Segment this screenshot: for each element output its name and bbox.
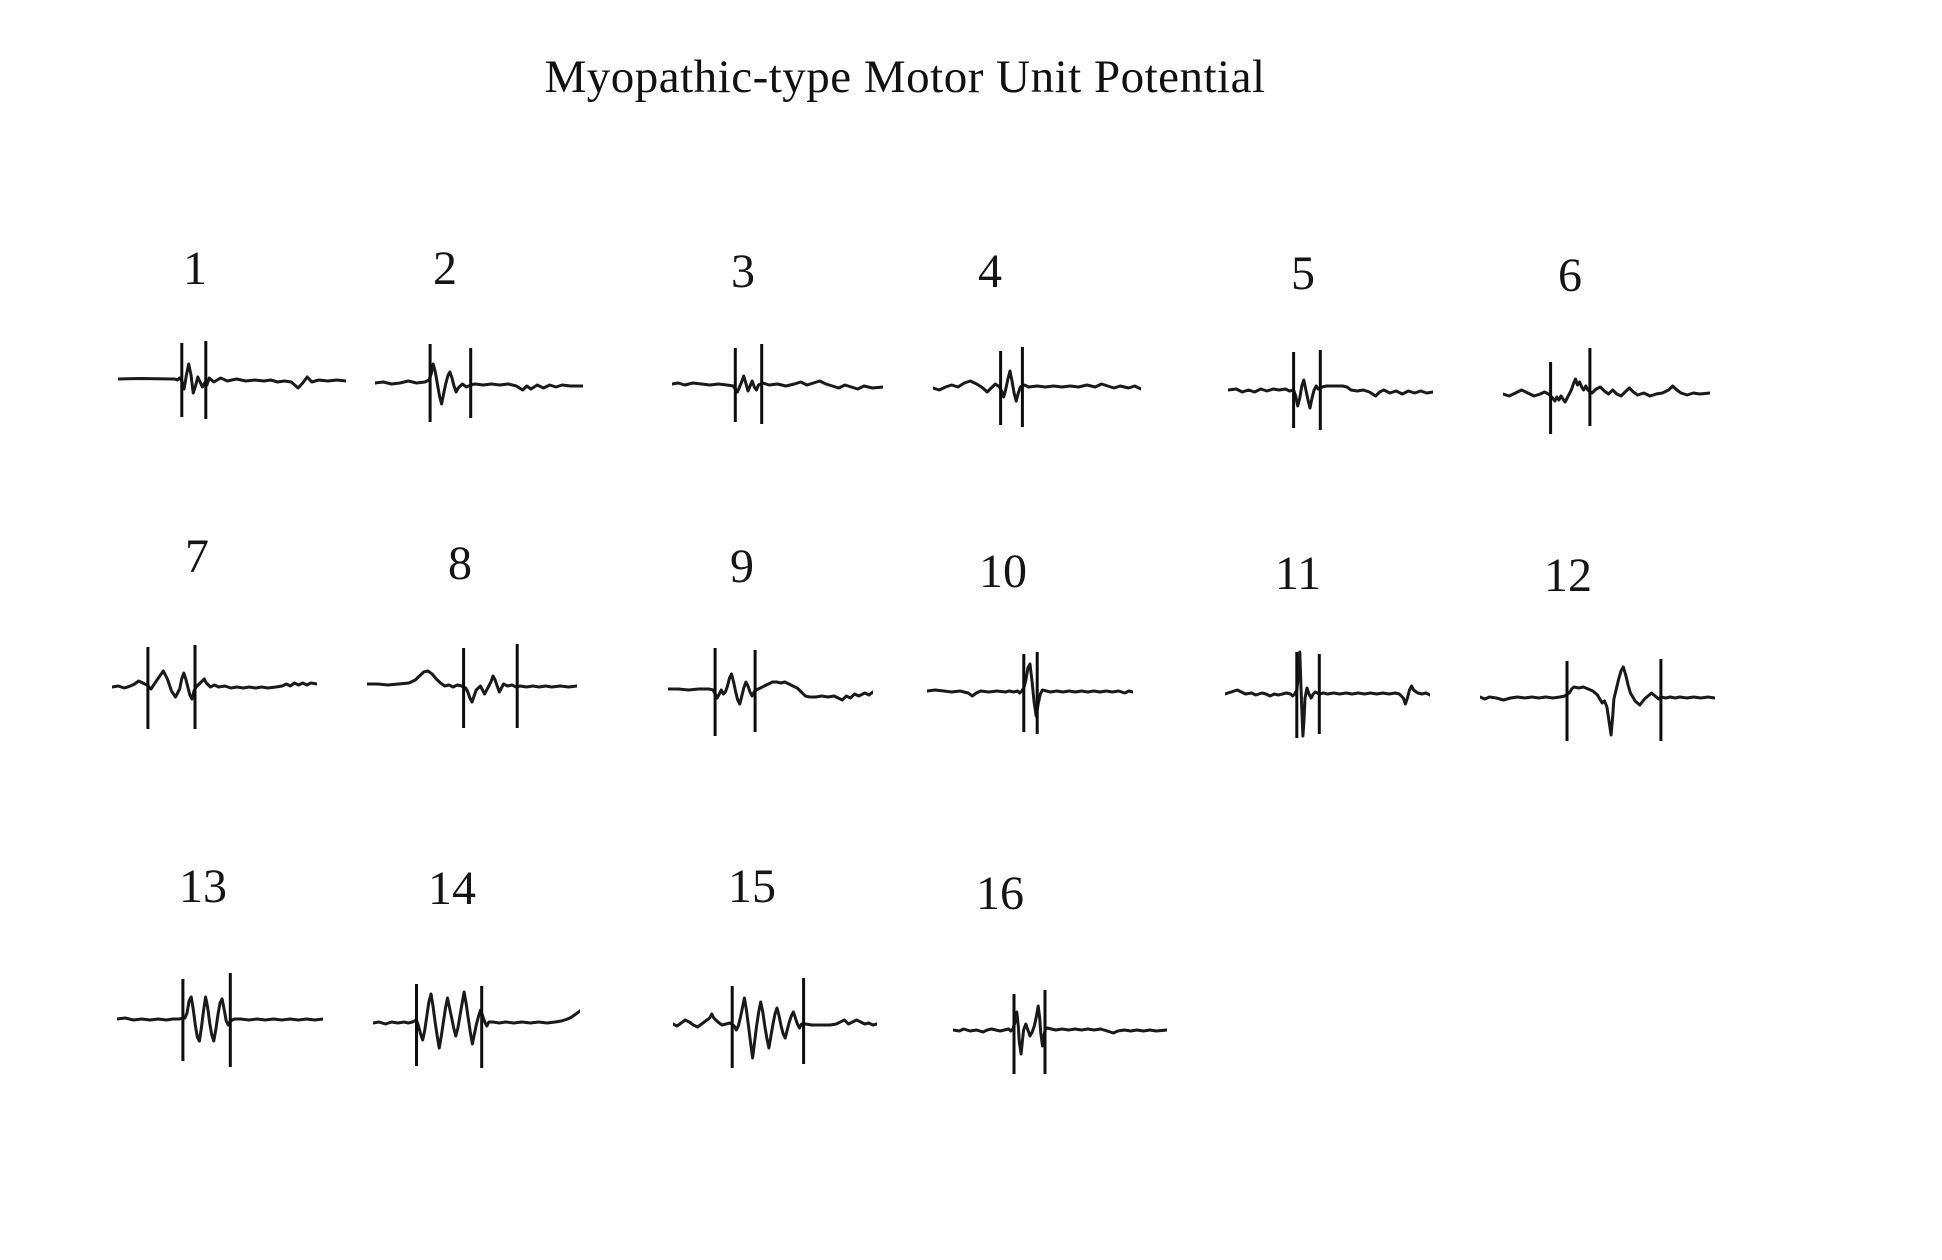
trace-waveform-8 bbox=[367, 619, 577, 749]
trace-waveform-9 bbox=[668, 623, 873, 753]
trace-cell-13 bbox=[117, 952, 323, 1082]
trace-label-10: 10 bbox=[979, 545, 1027, 598]
trace-label-9: 9 bbox=[730, 540, 754, 593]
trace-waveform-12 bbox=[1480, 630, 1715, 760]
trace-label-14: 14 bbox=[428, 862, 476, 915]
trace-label-5: 5 bbox=[1291, 247, 1315, 300]
trace-label-15: 15 bbox=[728, 860, 776, 913]
trace-label-1: 1 bbox=[183, 242, 207, 295]
waveform-path bbox=[673, 998, 877, 1058]
waveform-path bbox=[1503, 379, 1710, 402]
trace-waveform-13 bbox=[117, 952, 323, 1082]
waveform-path bbox=[118, 364, 346, 393]
trace-waveform-5 bbox=[1228, 323, 1433, 453]
trace-waveform-11 bbox=[1225, 627, 1430, 757]
waveform-path bbox=[375, 364, 583, 404]
trace-cell-5 bbox=[1228, 323, 1433, 453]
waveform-path bbox=[1225, 652, 1430, 736]
trace-waveform-4 bbox=[933, 320, 1141, 450]
trace-cell-1 bbox=[118, 314, 346, 444]
trace-label-3: 3 bbox=[731, 245, 755, 298]
trace-cell-3 bbox=[672, 319, 883, 449]
trace-label-16: 16 bbox=[976, 867, 1024, 920]
trace-cell-4 bbox=[933, 320, 1141, 450]
waveform-path bbox=[367, 671, 577, 702]
trace-waveform-6 bbox=[1503, 327, 1710, 457]
trace-cell-15 bbox=[673, 957, 877, 1087]
trace-waveform-7 bbox=[112, 620, 317, 750]
waveform-path bbox=[117, 997, 323, 1041]
trace-waveform-2 bbox=[375, 317, 583, 447]
waveform-path bbox=[1228, 380, 1433, 408]
trace-cell-16 bbox=[953, 963, 1167, 1093]
waveform-path bbox=[1480, 667, 1715, 735]
trace-label-4: 4 bbox=[978, 245, 1002, 298]
trace-waveform-1 bbox=[118, 314, 346, 444]
trace-waveform-16 bbox=[953, 963, 1167, 1093]
trace-cell-9 bbox=[668, 623, 873, 753]
trace-waveform-14 bbox=[373, 955, 580, 1085]
trace-cell-2 bbox=[375, 317, 583, 447]
waveform-path bbox=[933, 371, 1141, 401]
trace-waveform-10 bbox=[927, 625, 1133, 755]
waveform-path bbox=[953, 1006, 1167, 1054]
trace-cell-11 bbox=[1225, 627, 1430, 757]
trace-label-11: 11 bbox=[1274, 547, 1322, 600]
trace-cell-6 bbox=[1503, 327, 1710, 457]
trace-label-6: 6 bbox=[1558, 249, 1582, 302]
trace-cell-8 bbox=[367, 619, 577, 749]
figure-title: Myopathic-type Motor Unit Potential bbox=[544, 51, 1266, 103]
trace-cell-12 bbox=[1480, 630, 1715, 760]
trace-cell-10 bbox=[927, 625, 1133, 755]
waveform-path bbox=[927, 664, 1133, 716]
trace-label-13: 13 bbox=[179, 860, 227, 913]
waveform-path bbox=[672, 376, 883, 392]
trace-label-7: 7 bbox=[185, 530, 209, 583]
waveform-path bbox=[668, 674, 873, 704]
trace-label-2: 2 bbox=[433, 242, 457, 295]
trace-label-8: 8 bbox=[448, 537, 472, 590]
trace-waveform-15 bbox=[673, 957, 877, 1087]
waveform-path bbox=[373, 992, 580, 1048]
waveform-path bbox=[112, 671, 317, 699]
trace-waveform-3 bbox=[672, 319, 883, 449]
trace-cell-14 bbox=[373, 955, 580, 1085]
trace-label-12: 12 bbox=[1544, 549, 1592, 602]
trace-cell-7 bbox=[112, 620, 317, 750]
